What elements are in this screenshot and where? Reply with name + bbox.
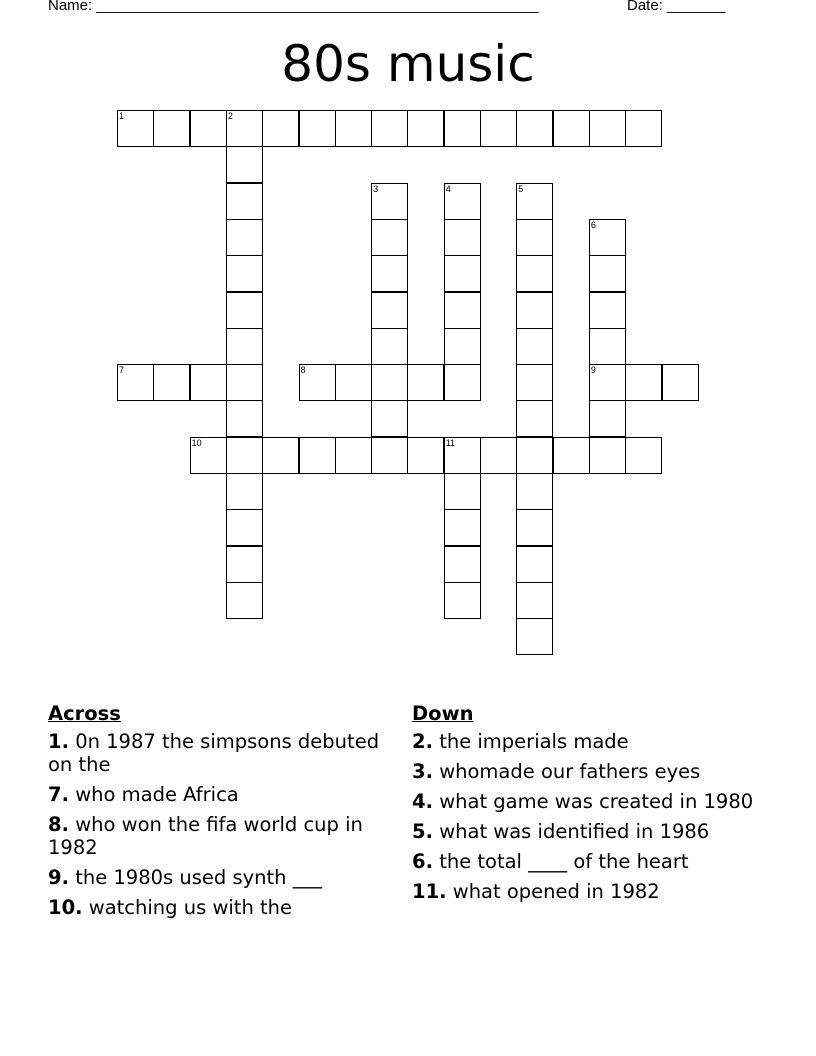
- grid-cell[interactable]: [589, 255, 626, 292]
- grid-cell[interactable]: [625, 437, 662, 474]
- grid-cell[interactable]: [444, 292, 481, 329]
- grid-cell[interactable]: [516, 328, 553, 365]
- clue-text: 0n 1987 the simpsons debuted on the: [48, 730, 380, 776]
- grid-cell[interactable]: [153, 364, 190, 401]
- grid-cell[interactable]: [335, 110, 372, 147]
- down-clue: [412, 730, 772, 753]
- grid-cell[interactable]: [226, 473, 263, 510]
- grid-cell[interactable]: [371, 183, 408, 220]
- grid-cell[interactable]: [299, 110, 336, 147]
- clue-text: who made Africa: [75, 783, 239, 806]
- clue-text: the total ____ of the heart: [439, 850, 689, 873]
- grid-cell[interactable]: [444, 546, 481, 583]
- grid-cell[interactable]: [553, 437, 590, 474]
- grid-cell[interactable]: [662, 364, 699, 401]
- clue-text: what opened in 1982: [452, 880, 660, 903]
- clue-number: 7.: [48, 783, 69, 806]
- grid-cell[interactable]: [480, 110, 517, 147]
- clue-number: 9.: [48, 866, 69, 889]
- grid-cell[interactable]: [226, 582, 263, 619]
- grid-cell[interactable]: [190, 364, 227, 401]
- grid-cell[interactable]: [226, 328, 263, 365]
- grid-cell[interactable]: [371, 400, 408, 437]
- cell-number: 10: [191, 437, 202, 448]
- grid-cell[interactable]: [226, 110, 263, 147]
- grid-cell[interactable]: [444, 437, 481, 474]
- cell-number: 8: [300, 365, 306, 376]
- clue-text: what game was created in 1980: [439, 790, 754, 813]
- grid-cell[interactable]: [226, 292, 263, 329]
- grid-cell[interactable]: [444, 255, 481, 292]
- across-clue: [48, 896, 388, 919]
- across-clue: [48, 783, 388, 806]
- grid-cell[interactable]: [516, 219, 553, 256]
- grid-cell[interactable]: [226, 509, 263, 546]
- name-field: Name: _____________________________________________________: [48, 0, 539, 14]
- grid-cell[interactable]: [589, 110, 626, 147]
- cell-number: 4: [445, 183, 451, 194]
- down-clue: [412, 850, 772, 873]
- clue-number: 8.: [48, 813, 69, 836]
- down-clue: [412, 880, 772, 903]
- down-clues: [412, 702, 772, 910]
- clue-text: watching us with the: [88, 896, 293, 919]
- grid-cell[interactable]: [516, 473, 553, 510]
- grid-cell[interactable]: [444, 219, 481, 256]
- across-clue: [48, 813, 388, 859]
- grid-cell[interactable]: [371, 364, 408, 401]
- down-clue: [412, 760, 772, 783]
- cell-number: 7: [119, 365, 125, 376]
- clue-number: 6.: [412, 850, 433, 873]
- across-clue: [48, 730, 388, 776]
- grid-cell[interactable]: [516, 255, 553, 292]
- clue-number: 1.: [48, 730, 69, 753]
- grid-cell[interactable]: [516, 437, 553, 474]
- clue-text: what was identified in 1986: [439, 820, 710, 843]
- clue-text: the imperials made: [439, 730, 629, 753]
- grid-cell[interactable]: [262, 110, 299, 147]
- across-heading: Across: [48, 702, 121, 725]
- grid-cell[interactable]: [407, 437, 444, 474]
- clue-text: the 1980s used synth ___: [75, 866, 322, 889]
- grid-cell[interactable]: [480, 437, 517, 474]
- grid-cell[interactable]: [335, 364, 372, 401]
- clue-number: 5.: [412, 820, 433, 843]
- grid-cell[interactable]: [444, 328, 481, 365]
- grid-cell[interactable]: [589, 437, 626, 474]
- grid-cell[interactable]: [299, 364, 336, 401]
- grid-cell[interactable]: [262, 437, 299, 474]
- down-clue: [412, 790, 772, 813]
- grid-cell[interactable]: [516, 582, 553, 619]
- grid-cell[interactable]: [516, 364, 553, 401]
- grid-cell[interactable]: [226, 219, 263, 256]
- grid-cell[interactable]: [371, 328, 408, 365]
- grid-cell[interactable]: [407, 364, 444, 401]
- grid-cell[interactable]: [371, 219, 408, 256]
- grid-cell[interactable]: [444, 364, 481, 401]
- grid-cell[interactable]: [589, 328, 626, 365]
- grid-cell[interactable]: [117, 110, 154, 147]
- grid-cell[interactable]: [407, 110, 444, 147]
- cell-number: 2: [227, 111, 233, 121]
- clue-number: 3.: [412, 760, 433, 783]
- cell-number: 11: [445, 437, 456, 448]
- grid-cell[interactable]: [589, 292, 626, 329]
- date-field: Date: _______: [627, 0, 726, 14]
- grid-cell[interactable]: [226, 183, 263, 220]
- grid-cell[interactable]: [190, 110, 227, 147]
- clue-number: 11.: [412, 880, 447, 903]
- grid-cell[interactable]: [516, 110, 553, 147]
- clue-text: whomade our fathers eyes: [439, 760, 701, 783]
- grid-cell[interactable]: [444, 509, 481, 546]
- grid-cell[interactable]: [516, 183, 553, 220]
- down-clue: [412, 820, 772, 843]
- cell-number: 3: [373, 183, 379, 194]
- cell-number: 6: [590, 219, 596, 230]
- grid-cell[interactable]: [117, 364, 154, 401]
- grid-cell[interactable]: [553, 110, 590, 147]
- grid-cell[interactable]: [299, 437, 336, 474]
- grid-cell[interactable]: [371, 255, 408, 292]
- grid-cell[interactable]: [625, 110, 662, 147]
- grid-cell[interactable]: [444, 183, 481, 220]
- grid-cell[interactable]: [516, 546, 553, 583]
- grid-cell[interactable]: [371, 437, 408, 474]
- grid-cell[interactable]: [589, 364, 626, 401]
- grid-cell[interactable]: [335, 437, 372, 474]
- grid-cell[interactable]: [371, 292, 408, 329]
- grid-cell[interactable]: [516, 509, 553, 546]
- cell-number: 1: [119, 111, 125, 121]
- across-clue: [48, 866, 388, 889]
- grid-cell[interactable]: [589, 219, 626, 256]
- cell-number: 9: [590, 365, 596, 376]
- grid-cell[interactable]: [226, 400, 263, 437]
- clue-number: 2.: [412, 730, 433, 753]
- down-heading: Down: [412, 702, 474, 725]
- grid-cell[interactable]: [516, 292, 553, 329]
- grid-cell[interactable]: [444, 110, 481, 147]
- grid-cell[interactable]: [516, 618, 553, 655]
- grid-cell[interactable]: [190, 437, 227, 474]
- grid-cell[interactable]: [226, 364, 263, 401]
- grid-cell[interactable]: [153, 110, 190, 147]
- page-title: 80s music: [281, 35, 535, 93]
- grid-cell[interactable]: [444, 473, 481, 510]
- cell-number: 5: [518, 183, 524, 194]
- grid-cell[interactable]: [226, 146, 263, 183]
- grid-cell[interactable]: [226, 437, 263, 474]
- clue-text: who won the fifa world cup in 1982: [48, 813, 363, 859]
- grid-cell[interactable]: [226, 255, 263, 292]
- grid-cell[interactable]: [226, 546, 263, 583]
- clue-number: 4.: [412, 790, 433, 813]
- across-clues: [48, 702, 388, 926]
- grid-cell[interactable]: [589, 400, 626, 437]
- grid-cell[interactable]: [516, 400, 553, 437]
- clue-number: 10.: [48, 896, 83, 919]
- grid-cell[interactable]: [444, 582, 481, 619]
- grid-cell[interactable]: [371, 110, 408, 147]
- grid-cell[interactable]: [625, 364, 662, 401]
